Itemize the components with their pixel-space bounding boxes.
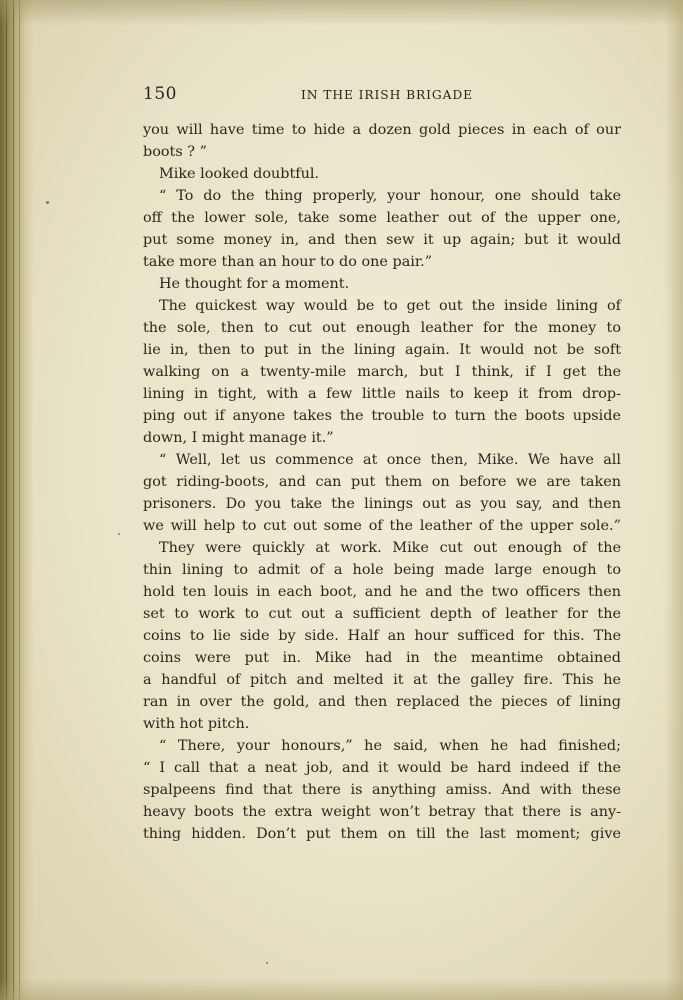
text-line: coins to lie side by side. Half an hour sufficed for this. The (143, 628, 621, 644)
gutter-edge-line (19, 0, 20, 1000)
page-number: 150 (143, 84, 177, 104)
text-line: He thought for a moment. (159, 276, 350, 292)
text-line: you will have time to hide a dozen gold pieces in each of our (143, 122, 621, 138)
text-line: heavy boots the extra weight won’t betray that there is any- (143, 804, 621, 820)
text-line: off the lower sole, take some leather out of the upper one, (143, 210, 621, 226)
text-line: take more than an hour to do one pair.” (143, 254, 433, 270)
text-line: The quickest way would be to get out the inside lining of (159, 298, 621, 314)
text-line: got riding-boots, and can put them on before we are taken (143, 474, 621, 490)
text-line: hold ten louis in each boot, and he and the two officers then (143, 584, 621, 600)
page-bottom-shadow (0, 978, 683, 1000)
gutter-edge-line (13, 0, 14, 1000)
page-top-shadow (0, 0, 683, 26)
text-line: ping out if anyone takes the trouble to turn the boots upside (143, 408, 621, 424)
text-line: set to work to cut out a sufficient depth of leather for the (143, 606, 621, 622)
text-line: the sole, then to cut out enough leather for the money to (143, 320, 621, 336)
text-line: put some money in, and then sew it up again; but it would (143, 232, 621, 248)
paper-speck (118, 533, 120, 535)
page-right-shadow (665, 0, 683, 1000)
running-title: IN THE IRISH BRIGADE (301, 88, 474, 102)
text-line: a handful of pitch and melted it at the galley fire. This he (143, 672, 621, 688)
text-line: lie in, then to put in the lining again. It would not be soft (143, 342, 621, 358)
text-line: “ To do the thing properly, your honour, one should take (159, 188, 621, 204)
gutter-edge-line (6, 0, 7, 1000)
paper-speck (46, 201, 49, 204)
text-line: Mike looked doubtful. (159, 166, 320, 182)
text-line: coins were put in. Mike had in the meantime obtained (143, 650, 621, 666)
page-header (143, 84, 621, 106)
text-line: with hot pitch. (143, 716, 250, 732)
text-line: thing hidden. Don’t put them on till the last moment; give (143, 826, 621, 842)
text-line: down, I might manage it.” (143, 430, 334, 446)
text-line: They were quickly at work. Mike cut out enough of the (159, 540, 621, 556)
text-line: “ Well, let us commence at once then, Mike. We have all (159, 452, 621, 468)
text-line: boots ? ” (143, 144, 207, 160)
text-line: prisoners. Do you take the linings out as you say, and then (143, 496, 621, 512)
text-line: ran in over the gold, and then replaced the pieces of lining (143, 694, 621, 710)
body-text (143, 119, 621, 845)
text-line: “ I call that a neat job, and it would be hard indeed if the (143, 760, 621, 776)
text-line: spalpeens find that there is anything amiss. And with these (143, 782, 621, 798)
paper-speck (266, 962, 268, 964)
text-line: we will help to cut out some of the leather of the upper sole.” (143, 518, 621, 534)
text-line: lining in tight, with a few little nails to keep it from drop- (143, 386, 621, 402)
text-line: thin lining to admit of a hole being made large enough to (143, 562, 621, 578)
text-line: walking on a twenty-mile march, but I think, if I get the (143, 364, 621, 380)
text-line: “ There, your honours,” he said, when he had finished; (159, 738, 621, 754)
